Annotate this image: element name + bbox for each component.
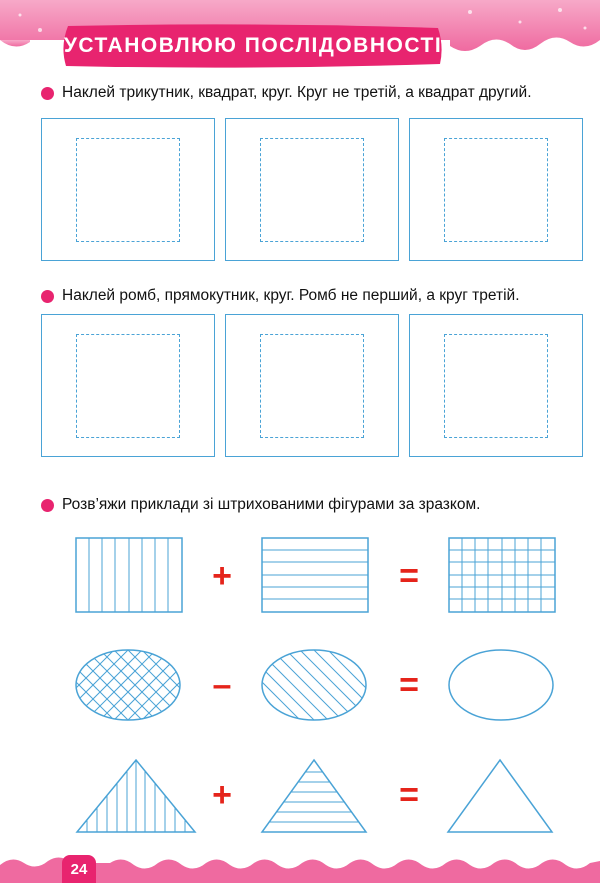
sticker-slot [260,334,364,438]
minus-sign: – [212,666,232,704]
sticker-box-2-2[interactable] [225,314,399,457]
bullet [41,87,54,100]
task-2-instruction: Наклей ромб, прямокутник, круг. Ромб не перший, а круг третій. [62,287,520,304]
horizontal-hatched-rectangle [261,537,369,613]
bullet [41,290,54,303]
equals-sign: = [399,666,419,704]
vertical-hatched-triangle [74,758,198,834]
sticker-box-2-3[interactable] [409,314,583,457]
sticker-box-1-2[interactable] [225,118,399,261]
sticker-slot [444,334,548,438]
cross-hatched-ellipse [74,648,182,722]
plus-sign: + [212,776,232,814]
equals-sign: = [399,776,419,814]
page-number: 24 [62,855,96,883]
task-3-instruction: Розв’яжи приклади зі штрихованими фігурами за зразком. [62,496,481,513]
horizontal-hatched-triangle [259,758,369,834]
sticker-box-1-3[interactable] [409,118,583,261]
sticker-slot [444,138,548,242]
grid-hatched-rectangle [448,537,556,613]
bullet [41,499,54,512]
diagonal-hatched-ellipse [260,648,368,722]
vertical-hatched-rectangle [75,537,183,613]
sticker-box-2-1[interactable] [41,314,215,457]
page-title: УСТАНОВЛЮЮ ПОСЛІДОВНОСТІ [63,34,443,57]
plus-sign: + [212,557,232,595]
sticker-slot [76,138,180,242]
task-1-instruction: Наклей трикутник, квадрат, круг. Круг не третій, а квадрат другий. [62,84,532,101]
equals-sign: = [399,557,419,595]
sticker-slot [260,138,364,242]
sticker-slot [76,334,180,438]
empty-ellipse-answer[interactable] [447,648,555,722]
sticker-box-1-1[interactable] [41,118,215,261]
empty-triangle-answer[interactable] [445,758,555,834]
